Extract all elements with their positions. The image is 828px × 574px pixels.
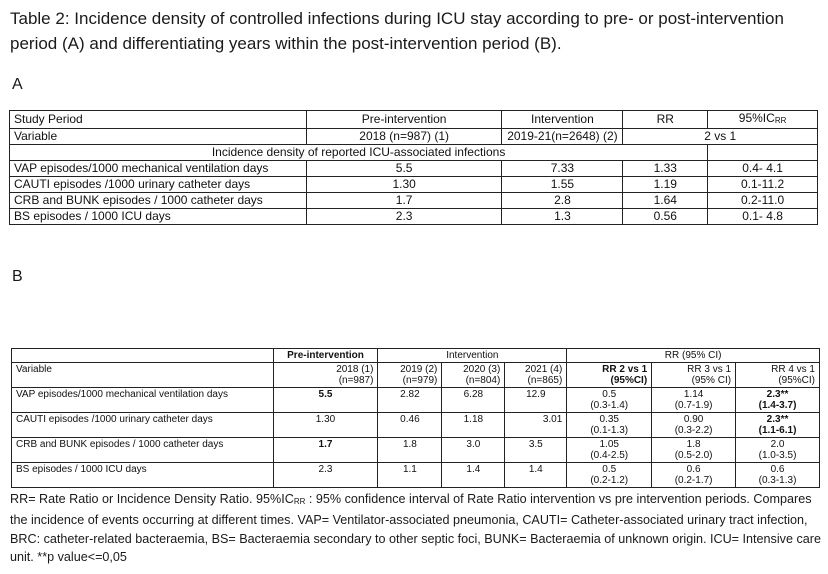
rr-ci: (0.5-2.0) [674,450,713,461]
table-caption: Table 2: Incidence density of controlled infections during ICU stay according to pre- or post-intervention period (A) and differentiating years within the post-intervention period (B). [10,9,784,53]
table-a [9,110,818,225]
rr-value: 2.3** [766,389,789,400]
cell-rr-2-vs-1 [567,388,652,413]
header-study-period: Study Period [10,111,307,129]
cell-rr-4-vs-1 [736,413,820,438]
table-row [12,463,820,488]
subheader-comparison: 2 vs 1 [623,129,818,145]
rr-ci: (0.3-2.2) [674,425,713,436]
table-row [12,413,820,438]
span-title: Incidence density of reported ICU-associated infections [10,145,708,161]
cell-rr-2-vs-1 [567,438,652,463]
cell-rr-2-vs-1 [567,463,652,488]
cell-pre: 1.30 [306,177,502,193]
cell-2020: 6.28 [442,388,505,413]
cell-intervention: 2.8 [502,193,623,209]
col-ci: (95%CI) [610,375,648,386]
cell-rr: 0.56 [623,209,708,225]
cell-rr: 1.64 [623,193,708,209]
cell-2018: 1.7 [273,438,378,463]
row-label: CRB and BUNK episodes / 1000 catheter days [10,193,307,209]
rr-ci: (0.3-1.3) [758,475,797,486]
column-2018 [273,363,378,388]
column-2020 [442,363,505,388]
row-label: VAP episodes/1000 mechanical ventilation days [12,388,274,413]
rr-ci: (0.7-1.9) [674,400,713,411]
cell-2021: 1.4 [505,463,567,488]
cell-2018: 2.3 [273,463,378,488]
row-label: CAUTI episodes /1000 urinary catheter days [10,177,307,193]
rr-ci: (0.2-1.7) [674,475,713,486]
table-footnote [10,490,822,566]
column-rr-2-vs-1 [567,363,652,388]
table-b-group-row [12,349,820,363]
cell-2020: 1.4 [442,463,505,488]
rr-value: 0.5 [602,464,617,475]
section-label-a: A [12,76,23,93]
footnote-part2: : 95% confidence interval of Rate Ratio intervention vs pre intervention periods. Compares the incidence of events occurring at different times. VAP= Ventilator-associated pneumonia, CAUTI= Catheter-associated urinary tract infection, BRC: catheter-related bacteraemia, BS= Bacteraemia secondary to other septic foci, BUNK= Bacteraemia of unknown origin. ICU= Intensive care unit. **p value<=0,05 [10,492,821,564]
cell-rr: 1.19 [623,177,708,193]
rr-ci: (0.4-2.5) [590,450,629,461]
cell-rr-3-vs-1 [652,388,736,413]
cell-rr-3-vs-1 [652,438,736,463]
group-rr: RR (95% CI) [567,349,820,363]
cell-intervention: 1.3 [502,209,623,225]
footnote-sub: RR [293,497,306,506]
subheader-pre: 2018 (n=987) (1) [306,129,502,145]
rr-value: 1.14 [683,389,704,400]
col-n: (n=979) [402,375,438,386]
rr-ci: (1.0-3.5) [758,450,797,461]
cell-2021: 3.01 [505,413,567,438]
table-b-column-row [12,363,820,388]
cell-ci: 0.2-11.0 [708,193,818,209]
group-empty [12,349,274,363]
cell-rr-4-vs-1 [736,388,820,413]
table-row [10,177,818,193]
col-ci: (95%CI) [778,375,815,386]
cell-2019: 2.82 [378,388,442,413]
cell-ci: 0.1-11.2 [708,177,818,193]
col-year: 2020 (3) [463,364,501,375]
table-row [10,161,818,177]
row-label: VAP episodes/1000 mechanical ventilation days [10,161,307,177]
cell-2020: 1.18 [442,413,505,438]
row-label: CRB and BUNK episodes / 1000 catheter days [12,438,274,463]
column-variable: Variable [12,363,274,388]
header-95ic-sub: RR [774,116,787,125]
header-pre-intervention: Pre-intervention [306,111,502,129]
cell-pre: 1.7 [306,193,502,209]
cell-ci: 0.4- 4.1 [708,161,818,177]
cell-2021: 3.5 [505,438,567,463]
row-label: BS episodes / 1000 ICU days [12,463,274,488]
rr-value: 0.6 [770,464,785,475]
table-b [11,348,820,488]
col-year: 2018 (1) [336,364,374,375]
cell-ci: 0.1- 4.8 [708,209,818,225]
header-rr: RR [623,111,708,129]
table-a-subheader-row [10,129,818,145]
col-n: (n=865) [527,375,563,386]
rr-value: 0.35 [599,414,619,425]
cell-pre: 5.5 [306,161,502,177]
rr-value: 2.0 [770,439,785,450]
cell-intervention: 7.33 [502,161,623,177]
rr-ci: (1.1-6.1) [758,425,797,436]
rr-ci: (0.1-1.3) [590,425,629,436]
cell-rr: 1.33 [623,161,708,177]
table-a-header-row [10,111,818,129]
col-n: (n=804) [465,375,501,386]
table-a-span-title-row [10,145,818,161]
cell-2019: 0.46 [378,413,442,438]
subheader-intervention: 2019-21(n=2648) (2) [502,129,623,145]
cell-rr-3-vs-1 [652,463,736,488]
cell-rr-2-vs-1 [567,413,652,438]
header-95ic-label: 95%IC [738,111,775,125]
group-pre-intervention: Pre-intervention [273,349,378,363]
cell-2019: 1.1 [378,463,442,488]
cell-rr-4-vs-1 [736,463,820,488]
col-rr: RR 3 vs 1 [687,364,732,375]
cell-2020: 3.0 [442,438,505,463]
subheader-variable: Variable [10,129,307,145]
header-95ic [708,111,818,129]
cell-intervention: 1.55 [502,177,623,193]
rr-ci: (0.3-1.4) [590,400,629,411]
group-intervention: Intervention [378,349,567,363]
rr-value: 1.8 [686,439,701,450]
rr-value: 0.6 [686,464,701,475]
col-year: 2019 (2) [400,364,438,375]
rr-value: 0.5 [602,389,617,400]
cell-2021: 12.9 [505,388,567,413]
table-row [12,438,820,463]
section-label-b: B [12,268,23,285]
rr-ci: (1.4-3.7) [758,400,797,411]
rr-value: 0.90 [683,414,704,425]
col-rr: RR 2 vs 1 [602,364,648,375]
footnote-part1: RR= Rate Ratio or Incidence Density Ratio. 95%IC [10,492,294,506]
table-row [10,193,818,209]
row-label: BS episodes / 1000 ICU days [10,209,307,225]
rr-ci: (0.2-1.2) [590,475,629,486]
rr-value: 1.05 [599,439,619,450]
cell-rr-3-vs-1 [652,413,736,438]
col-year: 2021 (4) [525,364,563,375]
rr-value: 2.3** [766,414,789,425]
cell-2018: 5.5 [273,388,378,413]
cell-2019: 1.8 [378,438,442,463]
cell-2018: 1.30 [273,413,378,438]
table-row [10,209,818,225]
table-row [12,388,820,413]
col-rr: RR 4 vs 1 [771,364,815,375]
column-rr-3-vs-1 [652,363,736,388]
column-rr-4-vs-1 [736,363,820,388]
col-n: (n=987) [338,375,374,386]
cell-pre: 2.3 [306,209,502,225]
column-2019 [378,363,442,388]
cell-rr-4-vs-1 [736,438,820,463]
col-ci: (95% CI) [691,375,732,386]
row-label: CAUTI episodes /1000 urinary catheter days [12,413,274,438]
span-title-empty [708,145,818,161]
header-intervention: Intervention [502,111,623,129]
column-2021 [505,363,567,388]
